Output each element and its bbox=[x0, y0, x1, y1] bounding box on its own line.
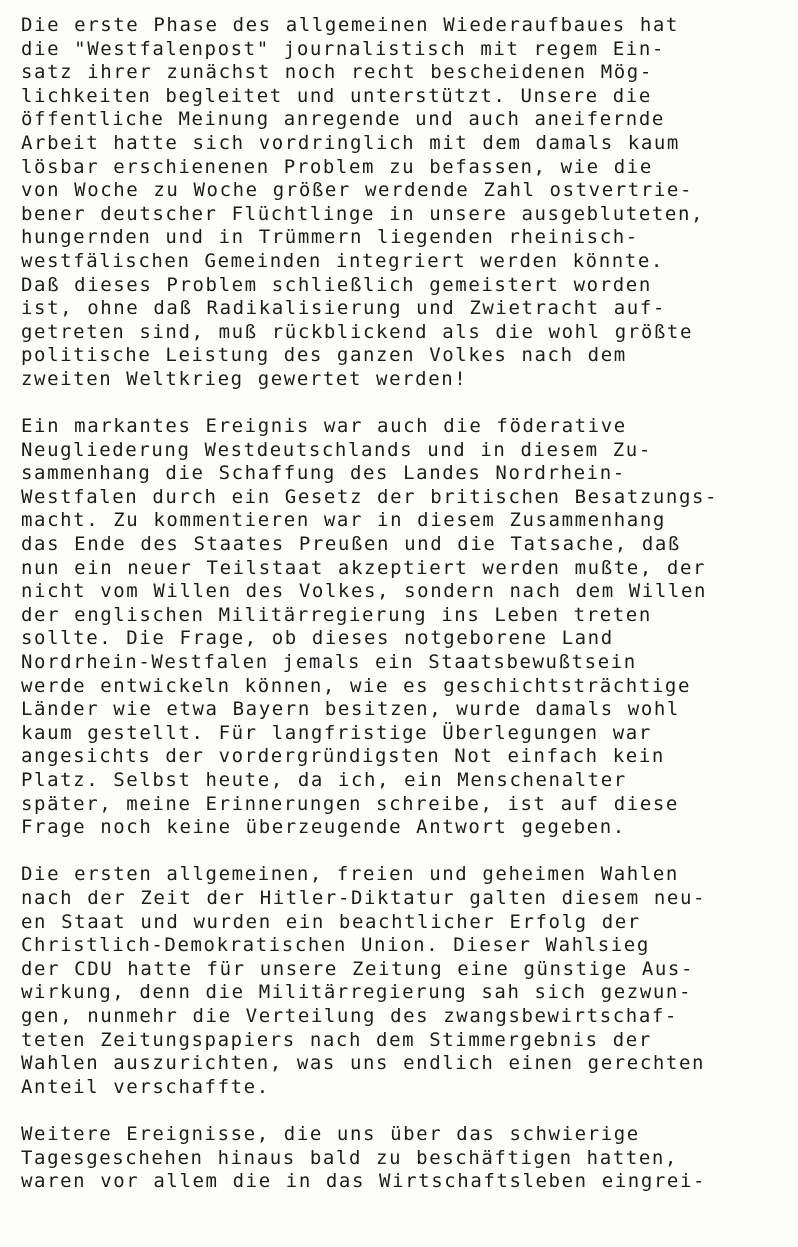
text-line: Arbeit hatte sich vordringlich mit dem damals kaum bbox=[21, 131, 680, 154]
text-line: ist, ohne daß Radikalisierung und Zwietracht auf- bbox=[21, 297, 666, 320]
text-line: lösbar erschienenen Problem zu befassen, wie die bbox=[21, 155, 653, 178]
text-line: Neugliederung Westdeutschlands und in diesem Zu- bbox=[21, 438, 652, 461]
text-line: Daß dieses Problem schließlich gemeistert worden bbox=[21, 273, 652, 296]
text-line: Länder wie etwa Bayern besitzen, wurde damals wohl bbox=[21, 698, 680, 721]
text-line: Die ersten allgemeinen, freien und geheimen Wahlen bbox=[21, 863, 679, 886]
paragraph-4 bbox=[21, 1123, 791, 1194]
text-line: nun ein neuer Teilstaat akzeptiert werden mußte, der bbox=[21, 556, 707, 579]
paragraph-3 bbox=[21, 863, 791, 1099]
text-line: Frage noch keine überzeugende Antwort gegeben. bbox=[21, 816, 626, 839]
paragraph-1 bbox=[21, 14, 791, 392]
paragraph-2 bbox=[21, 415, 791, 840]
text-line: getreten sind, muß rückblickend als die wohl größte bbox=[21, 320, 693, 343]
text-line: en Staat und wurden ein beachtlicher Erfolg der bbox=[21, 910, 641, 933]
text-line: bener deutscher Flüchtlinge in unsere ausgebluteten, bbox=[21, 202, 705, 225]
text-line: sammenhang die Schaffung des Landes Nordrhein- bbox=[21, 462, 626, 485]
text-line: Nordrhein-Westfalen jemals ein Staatsbewußtsein bbox=[21, 651, 637, 674]
text-line: gen, nunmehr die Verteilung des zwangsbewirtschaf- bbox=[21, 1004, 678, 1027]
text-line: Ein markantes Ereignis war auch die föderative bbox=[21, 415, 627, 438]
text-line: satz ihrer zunächst noch recht bescheidenen Mög- bbox=[21, 61, 653, 84]
text-line: zweiten Weltkrieg gewertet werden! bbox=[21, 367, 468, 390]
text-line: waren vor allem die in das Wirtschaftsleben eingrei- bbox=[21, 1170, 707, 1193]
text-line: später, meine Erinnerungen schreibe, ist auf diese bbox=[21, 792, 679, 815]
text-line: Wahlen auszurichten, was uns endlich einen gerechten bbox=[21, 1052, 706, 1075]
text-line: Platz. Selbst heute, da ich, ein Menschenalter bbox=[21, 769, 627, 791]
text-line: angesichts der vordergründigsten Not einfach kein bbox=[21, 745, 665, 768]
text-line: die "Westfalenpost" journalistisch mit regem Ein- bbox=[21, 37, 665, 60]
text-line: Christlich-Demokratischen Union. Dieser Wahlsieg bbox=[21, 934, 650, 957]
text-line: kaum gestellt. Für langfristige Überlegungen war bbox=[21, 721, 652, 744]
text-line: lichkeiten begleitet und unterstützt. Unsere die bbox=[21, 84, 652, 107]
text-line: macht. Zu kommentieren war in diesem Zusammenhang bbox=[21, 509, 666, 532]
text-line: der englischen Militärregierung ins Leben treten bbox=[21, 603, 652, 626]
text-line: teten Zeitungspapiers nach dem Stimmergebnis der bbox=[21, 1028, 652, 1051]
text-line: öffentliche Meinung anregende und auch aneifernde bbox=[21, 108, 665, 131]
text-line: Anteil verschaffte. bbox=[21, 1075, 270, 1098]
text-line: Die erste Phase des allgemeinen Wiederaufbaues hat bbox=[21, 14, 679, 36]
text-line: nicht vom Willen des Volkes, sondern nach dem Willen bbox=[21, 580, 708, 603]
text-line: sollte. Die Frage, ob dieses notgeborene Land bbox=[21, 627, 614, 650]
text-line: das Ende des Staates Preußen und die Tatsache, daß bbox=[21, 533, 681, 556]
text-line: der CDU hatte für unsere Zeitung eine günstige Aus- bbox=[21, 957, 694, 980]
text-line: Westfalen durch ein Gesetz der britischen Besatzungs- bbox=[21, 485, 719, 508]
text-line: nach der Zeit der Hitler-Diktatur galten diesem neu- bbox=[21, 886, 707, 909]
text-line: politische Leistung des ganzen Volkes nach dem bbox=[21, 344, 627, 367]
text-line: hungernden und in Trümmern liegenden rheinisch- bbox=[21, 226, 639, 249]
document-text bbox=[21, 14, 791, 1217]
text-line: westfälischen Gemeinden integriert werden könnte. bbox=[21, 249, 664, 272]
text-line: Tagesgeschehen hinaus bald zu beschäftigen hatten, bbox=[21, 1146, 678, 1169]
text-line: wirkung, denn die Militärregierung sah sich gezwun- bbox=[21, 981, 692, 1004]
text-line: Weitere Ereignisse, die uns über das schwierige bbox=[21, 1122, 640, 1145]
text-line: von Woche zu Woche größer werdende Zahl ostvertrie- bbox=[21, 179, 693, 202]
text-line: werde entwickeln können, wie es geschichtsträchtige bbox=[21, 674, 691, 697]
